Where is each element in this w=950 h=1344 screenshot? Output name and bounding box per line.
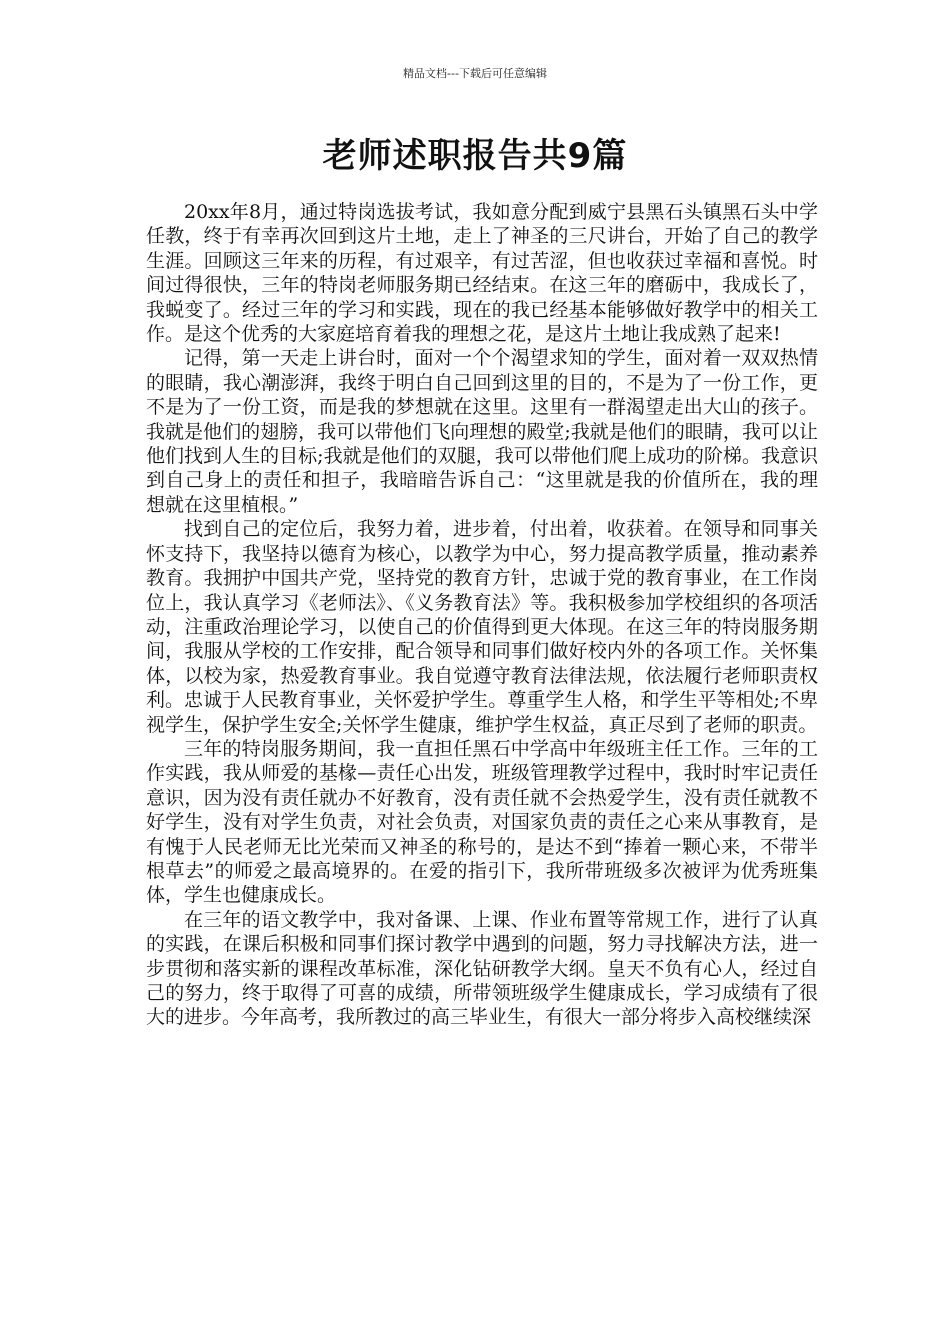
paragraph-4: 三年的特岗服务期间，我一直担任黑石中学高中年级班主任工作。三年的工作实践，我从师爱的基椽—责任心出发，班级管理教学过程中，我时时牢记责任意识，因为没有责任就办不好教育，没有责任就不会热爱学生，没有责任就教不好学生，没有对学生负责，对社会负责，对国家负责的责任之心来从事教育，是有愧于人民老师无比光荣而又神圣的称号的，是达不到“捧着一颗心来，不带半根草去”的师爱之最高境界的。在爱的指引下，我所带班级多次被评为优秀班集体，学生也健康成长。 [146,737,818,907]
document-title: 老师述职报告共9篇 [322,136,628,176]
paragraph-5: 在三年的语文教学中，我对备课、上课、作业布置等常规工作，进行了认真的实践，在课后积极和同事们探讨教学中遇到的问题，努力寻找解决方法，进一步贯彻和落实新的课程改革标准，深化钻研教学大纲。皇天不负有心人，经过自己的努力，终于取得了可喜的成绩，所带领班级学生健康成长，学习成绩有了很大的进步。今年高考，我所教过的高三毕业生，有很大一部分将步入高校继续深 [146,908,818,1029]
header-note: 精品文档---下载后可任意编辑 [403,67,547,80]
paragraph-3: 找到自己的定位后，我努力着，进步着，付出着，收获着。在领导和同事关怀支持下，我坚持以德育为核心，以教学为中心，努力提高教学质量，推动素养教育。我拥护中国共产党，坚持党的教育方针，忠诚于党的教育事业，在工作岗位上，我认真学习《老师法》、《义务教育法》等。我积极参加学校组织的各项活动，注重政治理论学习，以使自己的价值得到更大体现。在这三年的特岗服务期间，我服从学校的工作安排，配合领导和同事们做好校内外的各项工作。关怀集体，以校为家，热爱教育事业。我自觉遵守教育法律法规，依法履行老师职责权利。忠诚于人民教育事业，关怀爱护学生。尊重学生人格，和学生平等相处;不卑视学生，保护学生安全;关怀学生健康，维护学生权益，真正尽到了老师的职责。 [146,518,818,736]
document-body [146,200,818,1030]
paragraph-1: 20xx年8月，通过特岗选拔考试，我如意分配到威宁县黑石头镇黑石头中学任教，终于有幸再次回到这片土地，走上了神圣的三尺讲台，开始了自己的教学生涯。回顾这三年来的历程，有过艰辛，有过苦涩，但也收获过幸福和喜悦。时间过得很快，三年的特岗老师服务期已经结束。在这三年的磨砺中，我成长了，我蜕变了。经过三年的学习和实践，现在的我已经基本能够做好教学中的相关工作。是这个优秀的大家庭培育着我的理想之花，是这片土地让我成熟了起来! [146,201,818,346]
paragraph-2: 记得，第一天走上讲台时，面对一个个渴望求知的学生，面对着一双双热情的眼睛，我心潮澎湃，我终于明白自己回到这里的目的，不是为了一份工作，更不是为了一份工资，而是我的梦想就在这里。这里有一群渴望走出大山的孩子。我就是他们的翅膀，我可以带他们飞向理想的殿堂;我就是他们的眼睛，我可以让他们找到人生的目标;我就是他们的双腿，我可以带他们爬上成功的阶梯。我意识到自己身上的责任和担子，我暗暗告诉自己：“这里就是我的价值所在，我的理想就在这里植根。” [146,347,818,516]
